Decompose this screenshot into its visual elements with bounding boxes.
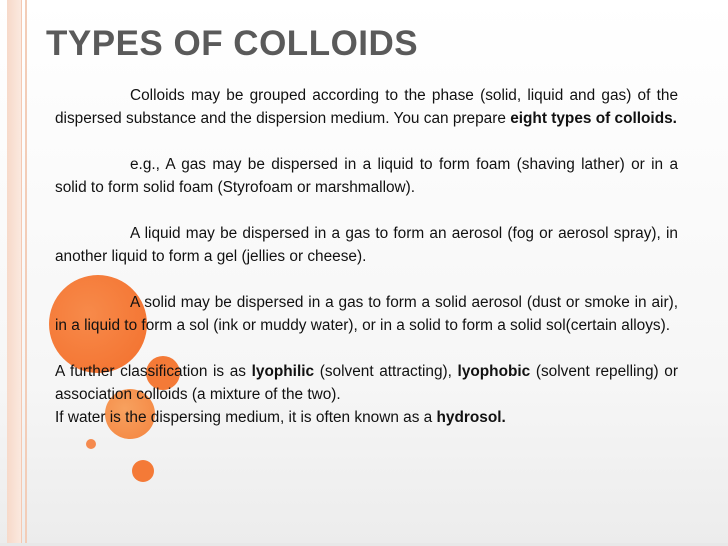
slide-body [55, 84, 678, 429]
paragraph-solid-example: A solid may be dispersed in a gas to form a solid aerosol (dust or smoke in air), in a liquid to form a sol (ink or muddy water), or in a solid to form a solid sol(certain alloys). [55, 294, 678, 334]
classification-text-3: (solvent repelling) or association colloids (a mixture of the two). [55, 363, 678, 403]
hydrosol-term: hydrosol. [436, 409, 506, 426]
left-decorative-line [25, 0, 27, 546]
lyophobic-term: lyophobic [457, 363, 531, 380]
paragraph-liquid-example: A liquid may be dispersed in a gas to form an aerosol (fog or aerosol spray), in another liquid to form a gel (jellies or cheese). [55, 225, 678, 265]
decorative-circle-tiny [86, 439, 96, 449]
classification-text-1: A further classification is as [55, 363, 252, 380]
hydrosol-text: If water is the dispersing medium, it is often known as a [55, 409, 437, 426]
classification-text-2: (solvent attracting), [314, 363, 458, 380]
paragraph-intro [55, 84, 678, 130]
paragraph-intro-text: Colloids may be grouped according to the phase (solid, liquid and gas) of the dispersed substance and the dispersion medium. You can prepare [55, 87, 678, 127]
slide-title: TYPES OF COLLOIDS [46, 24, 419, 63]
paragraph-classification [55, 360, 678, 406]
paragraph-intro-bold: eight types of colloids. [510, 110, 677, 127]
decorative-circle-small [132, 460, 154, 482]
paragraph-hydrosol [55, 406, 678, 429]
lyophilic-term: lyophilic [251, 363, 315, 380]
paragraph-gas-example: e.g., A gas may be dispersed in a liquid to form foam (shaving lather) or in a solid to form solid foam (Styrofoam or marshmallow). [55, 156, 678, 196]
left-decorative-stripe [7, 0, 22, 546]
